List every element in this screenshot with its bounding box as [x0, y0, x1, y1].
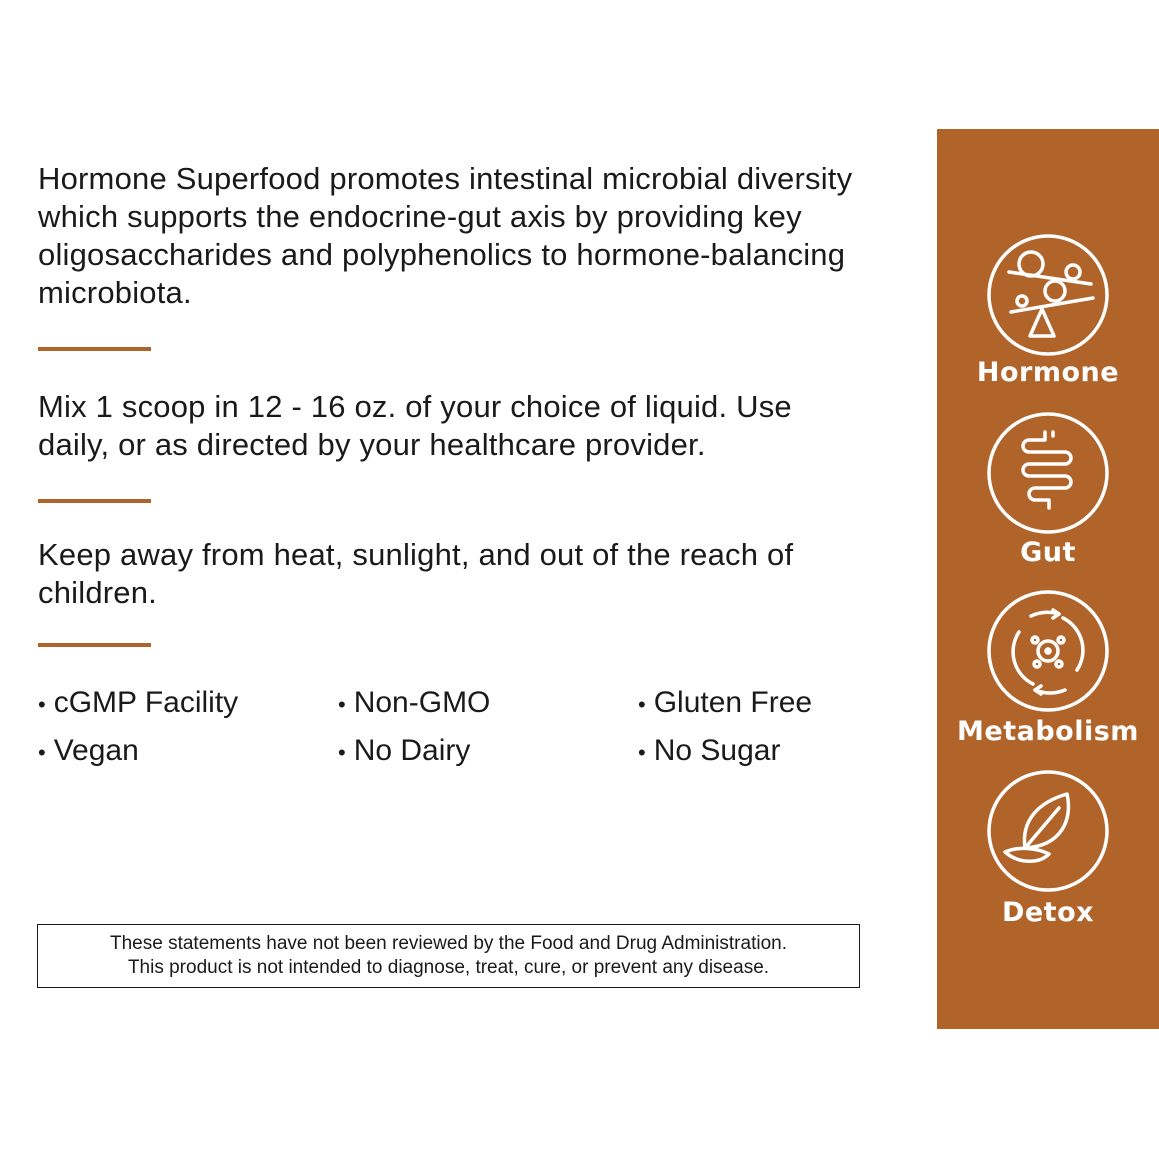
benefit-label-metabolism: Metabolism — [957, 716, 1139, 747]
storage-paragraph: Keep away from heat, sunlight, and out of the reach of children. — [38, 537, 794, 610]
usage-paragraph: Mix 1 scoop in 12 - 16 oz. of your choice of liquid. Use daily, or as directed by your healthcare provider. — [38, 389, 792, 462]
intestine-icon — [987, 412, 1109, 534]
feature-item: • No Dairy — [338, 732, 638, 772]
divider — [38, 643, 151, 647]
balance-scale-icon — [987, 234, 1109, 356]
divider — [38, 347, 151, 351]
metabolism-cycle-icon — [987, 590, 1109, 712]
feature-item: • No Sugar — [638, 732, 868, 772]
divider — [38, 499, 151, 503]
benefits-sidebar — [937, 129, 1159, 1029]
fda-disclaimer — [37, 924, 860, 988]
feature-list — [38, 684, 868, 772]
feature-item: • cGMP Facility — [38, 684, 338, 724]
feature-item: • Non-GMO — [338, 684, 638, 724]
feature-item: • Vegan — [38, 732, 338, 772]
description-paragraph: Hormone Superfood promotes intestinal microbial diversity which supports the endocrine-gut axis by providing key oligosaccharides and polyphenolics to hormone-balancing microbiota. — [38, 161, 853, 310]
disclaimer-line: This product is not intended to diagnose, treat, cure, or prevent any disease. — [127, 957, 770, 978]
leaf-icon — [987, 770, 1109, 892]
benefit-label-hormone: Hormone — [976, 357, 1120, 388]
feature-item: • Gluten Free — [638, 684, 868, 724]
disclaimer-line: These statements have not been reviewed by the Food and Drug Administration. — [109, 933, 787, 954]
benefit-label-gut: Gut — [1020, 537, 1076, 568]
benefit-label-detox: Detox — [1001, 897, 1095, 928]
